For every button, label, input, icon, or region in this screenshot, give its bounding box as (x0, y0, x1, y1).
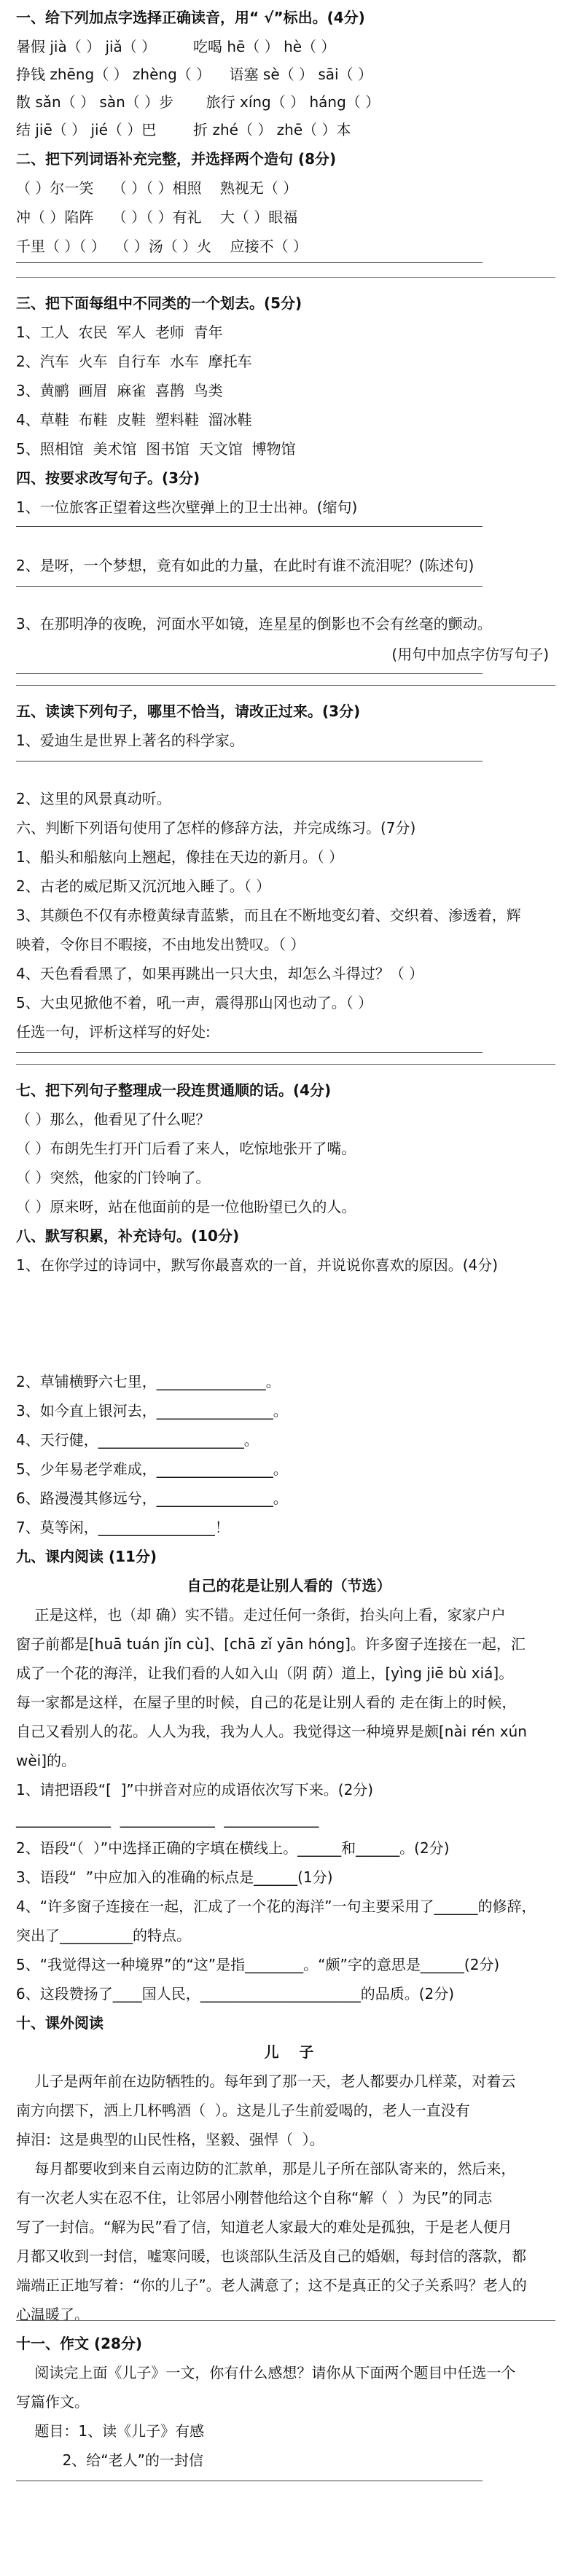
text-line-21: 1、爱迪生是世界上著名的科学家。 (16, 732, 244, 749)
text-line-42: 6、路漫漫其修远兮，________________。 (16, 1489, 288, 1507)
section-divider (16, 1064, 555, 1065)
text-line-4: 结 jiē（ ） jié（ ）巴 折 zhé（ ） zhē（ ）本 (16, 121, 351, 138)
text-line-63: 南方向摆下，洒上几杯鸭酒（ ）。这是儿子生前爱喝的，老人一直没有 (16, 2102, 470, 2119)
text-line-8: 千里（ ）（ ） （ ）汤（ ）火 应接不（ ） (16, 238, 308, 255)
text-line-69: 端端正正地写着：“你的儿子”。老人满意了；这不是真正的父子关系吗？老人的 (16, 2276, 527, 2294)
text-line-59: 6、这段赞扬了____国人民，______________________的品质。(2分) (16, 1985, 455, 2003)
text-line-22: 2、这里的风景真动听。 (16, 790, 171, 807)
text-line-56: 4、“许多窗子连接在一起，汇成了一个花的海洋”一句主要采用了______的修辞， (16, 1898, 536, 1915)
text-line-14: 5、照相馆 美术馆 图书馆 天文馆 博物馆 (16, 440, 296, 458)
text-line-20: 五、读读下列句子，哪里不恰当，请改正过来。(3分) (16, 702, 361, 720)
section-divider (16, 277, 555, 278)
text-line-12: 3、黄鹂 画眉 麻雀 喜鹊 鸟类 (16, 382, 223, 399)
text-line-13: 4、草鞋 布鞋 皮鞋 塑料鞋 溜冰鞋 (16, 411, 252, 428)
text-line-61: 儿 子 (264, 2043, 314, 2061)
text-line-38: 2、草铺横野六七里，_______________。 (16, 1373, 281, 1390)
text-line-9: 三、把下面每组中不同类的一个划去。(5分) (16, 294, 302, 312)
text-line-50: 自己又看别人的花。人人为我，我为人人。我觉得这一种境界是颇[nài rén xún (16, 1723, 527, 1740)
section-divider (16, 2320, 555, 2321)
text-line-57: 突出了__________的特点。 (16, 1927, 191, 1944)
text-line-24: 1、船头和船舷向上翘起，像挂在天边的新月。（ ） (16, 848, 344, 866)
text-line-71: 十一、作文 (28分) (16, 2335, 143, 2352)
text-line-74: 题目：1、读《儿子》有感 (16, 2422, 205, 2440)
text-line-66: 有一次老人实在忍不住，让邻居小刚替他给这个自称“解（ ）为民”的同志 (16, 2189, 493, 2207)
text-line-41: 5、少年易老学难成，________________。 (16, 1460, 288, 1478)
text-line-60: 十、课外阅读 (16, 2014, 104, 2032)
answer-line[interactable] (16, 761, 483, 762)
text-line-64: 掉泪：这是典型的山民性格，坚毅、强悍（ ）。 (16, 2131, 324, 2148)
text-line-51: wèi]的。 (16, 1752, 77, 1769)
text-line-5: 二、把下列词语补充完整，并选择两个造句 (8分) (16, 150, 337, 168)
text-line-55: 3、语段“ ”中应加入的准确的标点是______(1分) (16, 1868, 333, 1886)
answer-line[interactable] (16, 586, 483, 587)
text-line-43: 7、莫等闲，________________！ (16, 1519, 230, 1536)
text-line-7: 冲（ ）陷阵 （ ）（ ）有礼 大（ ）眼福 (16, 208, 298, 226)
text-line-18: 3、在那明净的夜晚，河面水平如镜，连星星的倒影也不会有丝毫的颤动。 (16, 615, 492, 633)
answer-line[interactable] (16, 673, 483, 674)
text-line-34: （ ）突然，他家的门铃响了。 (16, 1169, 211, 1186)
text-line-19: (用句中加点字仿写句子) (391, 646, 549, 663)
text-line-27: 映着，令你目不暇接，不由地发出赞叹。（ ） (16, 936, 305, 953)
answer-line[interactable] (16, 1052, 483, 1053)
text-line-47: 窗子前都是[huā tuán jǐn cù]、[chā zǐ yān hóng]。许多窗子连接在一起，汇 (16, 1635, 526, 1653)
text-line-35: （ ）原来呀，站在他面前的是一位他盼望已久的人。 (16, 1198, 356, 1215)
text-line-70: 心温暖了。 (16, 2306, 89, 2323)
text-line-23: 六、判断下列语句使用了怎样的修辞方法，并完成练习。(7分) (16, 819, 416, 837)
answer-line[interactable] (16, 262, 483, 263)
text-line-36: 八、默写积累，补充诗句。(10分) (16, 1227, 240, 1245)
text-line-45: 自己的花是让别人看的（节选） (187, 1577, 391, 1594)
text-line-40: 4、天行健，____________________。 (16, 1431, 259, 1449)
text-line-73: 写篇作文。 (16, 2393, 89, 2411)
text-line-30: 任选一句，评析这样写的好处: (16, 1023, 211, 1041)
text-line-32: （ ）那么，他看见了什么呢？ (16, 1111, 211, 1128)
text-line-2: 挣钱 zhēng（ ） zhèng（ ） 语塞 sè（ ） sāi（ ） (16, 66, 372, 83)
text-line-11: 2、汽车 火车 自行车 水车 摩托车 (16, 353, 252, 370)
text-line-29: 5、大虫见掀他不着，吼一声，震得那山冈也动了。（ ） (16, 994, 373, 1011)
answer-line[interactable] (16, 526, 483, 527)
text-line-3: 散 sǎn（ ） sàn（ ）步 旅行 xíng（ ） háng（ ） (16, 93, 380, 111)
text-line-53: _____________ _____________ _____________ (16, 1810, 319, 1828)
text-line-1: 暑假 jià（ ） jiǎ（ ） 吃喝 hē（ ） hè（ ） (16, 38, 336, 55)
text-line-0: 一、给下列加点字选择正确读音，用“ √”标出。(4分) (16, 9, 365, 26)
section-divider (16, 685, 555, 686)
text-line-39: 3、如今直上银河去，________________。 (16, 1402, 288, 1420)
text-line-33: （ ）布朗先生打开门后看了来人，吃惊地张开了嘴。 (16, 1140, 356, 1157)
text-line-16: 1、一位旅客正望着这些次壁弹上的卫士出神。(缩句) (16, 498, 358, 516)
text-line-54: 2、语段“（ ）”中选择正确的字填在横线上。______和______。(2分) (16, 1839, 450, 1857)
text-line-10: 1、工人 农民 军人 老师 青年 (16, 324, 223, 341)
text-line-62: 儿子是两年前在边防牺牲的。每年到了那一天，老人都要办几样菜，对着云 (16, 2072, 516, 2090)
text-line-28: 4、天色看看黑了，如果再跳出一只大虫，却怎么斗得过？（ ） (16, 965, 424, 982)
text-line-31: 七、把下列句子整理成一段连贯通顺的话。(4分) (16, 1081, 332, 1099)
text-line-75: 2、给“老人”的一封信 (16, 2451, 204, 2469)
text-line-68: 月都又收到一封信，嘘寒问暖，也谈部队生活及自己的婚姻，每封信的落款，都 (16, 2247, 526, 2265)
text-line-46: 正是这样，也（却 确）实不错。走过任何一条街，抬头向上看，家家户户 (16, 1606, 506, 1624)
text-line-58: 5、“我觉得这一种境界”的“这”是指________。“颇”字的意思是______(2分) (16, 1956, 500, 1973)
text-line-65: 每月都要收到来自云南边防的汇款单，那是儿子所在部队寄来的，然后来， (16, 2160, 516, 2177)
text-line-48: 成了一个花的海洋，让我们看的人如入山（阴 荫）道上，[yìng jiē bù xiá]。 (16, 1664, 514, 1682)
text-line-49: 每一家都是这样，在屋子里的时候，自己的花是让别人看的 走在街上的时候， (16, 1694, 517, 1711)
text-line-72: 阅读完上面《儿子》一文，你有什么感想？请你从下面两个题目中任选一个 (16, 2364, 516, 2381)
text-line-67: 写了一封信。“解为民”看了信，知道老人家最大的难处是孤独，于是老人便月 (16, 2218, 512, 2236)
text-line-44: 九、课内阅读 (11分) (16, 1548, 157, 1565)
text-line-25: 2、古老的威尼斯又沉沉地入睡了。（ ） (16, 877, 271, 895)
text-line-6: （ ）尔一笑 （ ）（ ）相照 熟视无（ ） (16, 179, 298, 197)
text-line-15: 四、按要求改写句子。(3分) (16, 469, 200, 487)
text-line-26: 3、其颜色不仅有赤橙黄绿青蓝紫，而且在不断地变幻着、交织着、渗透着，辉 (16, 907, 521, 924)
text-line-37: 1、在你学过的诗词中，默写你最喜欢的一首，并说说你喜欢的原因。(4分) (16, 1256, 499, 1274)
text-line-17: 2、是呀，一个梦想，竟有如此的力量，在此时有谁不流泪呢？(陈述句) (16, 557, 474, 574)
text-line-52: 1、请把语段“[ ]”中拼音对应的成语依次写下来。(2分) (16, 1781, 374, 1798)
